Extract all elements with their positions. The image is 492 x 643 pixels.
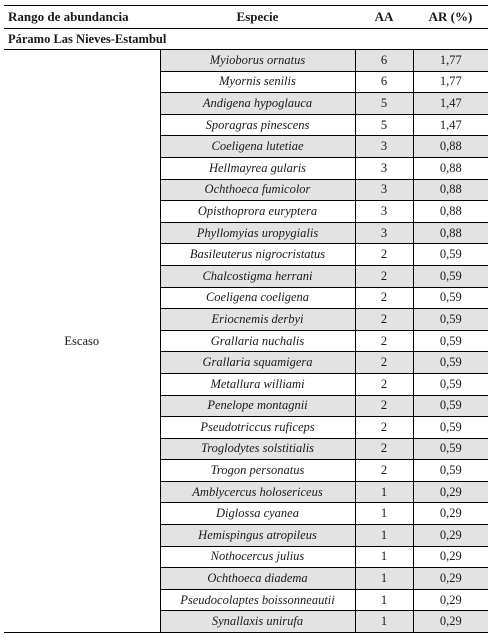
header-aa: AA (355, 6, 413, 29)
aa-cell: 2 (355, 460, 413, 482)
aa-cell: 2 (355, 265, 413, 287)
species-cell: Coeligena lutetiae (160, 136, 355, 158)
species-cell: Penelope montagnii (160, 395, 355, 417)
species-cell: Diglossa cyanea (160, 503, 355, 525)
ar-cell: 0,59 (413, 287, 488, 309)
species-cell: Grallaria squamigera (160, 352, 355, 374)
ar-cell: 0,59 (413, 244, 488, 266)
ar-cell: 0,59 (413, 309, 488, 331)
ar-cell: 0,29 (413, 546, 488, 568)
ar-cell: 1,77 (413, 71, 488, 93)
ar-cell: 1,77 (413, 50, 488, 72)
species-cell: Hellmayrea gularis (160, 157, 355, 179)
aa-cell: 3 (355, 136, 413, 158)
aa-cell: 1 (355, 611, 413, 633)
ar-cell: 0,88 (413, 136, 488, 158)
aa-cell: 2 (355, 417, 413, 439)
aa-cell: 3 (355, 179, 413, 201)
ar-cell: 1,47 (413, 114, 488, 136)
species-cell: Nothocercus julius (160, 546, 355, 568)
aa-cell: 6 (355, 50, 413, 72)
section-title: Páramo Las Nieves-Estambul (4, 29, 488, 50)
aa-cell: 3 (355, 222, 413, 244)
species-cell: Trogon personatus (160, 460, 355, 482)
ar-cell: 0,59 (413, 330, 488, 352)
aa-cell: 2 (355, 309, 413, 331)
species-cell: Ochthoeca diadema (160, 568, 355, 590)
section-row (4, 29, 488, 50)
ar-cell: 0,88 (413, 179, 488, 201)
ar-cell: 0,29 (413, 611, 488, 633)
aa-cell: 2 (355, 244, 413, 266)
aa-cell: 6 (355, 71, 413, 93)
species-cell: Amblycercus holosericeus (160, 481, 355, 503)
table-row (4, 50, 488, 72)
species-cell: Eriocnemis derbyi (160, 309, 355, 331)
aa-cell: 2 (355, 438, 413, 460)
species-cell: Pseudotriccus ruficeps (160, 417, 355, 439)
species-cell: Ochthoeca fumicolor (160, 179, 355, 201)
species-cell: Synallaxis unirufa (160, 611, 355, 633)
ar-cell: 0,88 (413, 157, 488, 179)
ar-cell: 0,29 (413, 525, 488, 547)
ar-cell: 0,29 (413, 568, 488, 590)
ar-cell: 0,29 (413, 503, 488, 525)
ar-cell: 0,59 (413, 352, 488, 374)
aa-cell: 1 (355, 481, 413, 503)
header-row (4, 6, 488, 29)
header-rango: Rango de abundancia (4, 6, 160, 29)
ar-cell: 0,88 (413, 201, 488, 223)
species-cell: Pseudocolaptes boissonneautii (160, 589, 355, 611)
ar-cell: 0,59 (413, 417, 488, 439)
species-cell: Andigena hypoglauca (160, 93, 355, 115)
species-cell: Basileuterus nigrocristatus (160, 244, 355, 266)
header-especie: Especie (160, 6, 355, 29)
aa-cell: 2 (355, 395, 413, 417)
aa-cell: 3 (355, 201, 413, 223)
ar-cell: 0,59 (413, 395, 488, 417)
aa-cell: 1 (355, 546, 413, 568)
species-cell: Sporagras pinescens (160, 114, 355, 136)
species-cell: Opisthoprora euryptera (160, 201, 355, 223)
aa-cell: 2 (355, 373, 413, 395)
aa-cell: 2 (355, 287, 413, 309)
species-cell: Hemispingus atropileus (160, 525, 355, 547)
ar-cell: 0,88 (413, 222, 488, 244)
ar-cell: 0,29 (413, 589, 488, 611)
species-cell: Myioborus ornatus (160, 50, 355, 72)
ar-cell: 0,59 (413, 373, 488, 395)
aa-cell: 2 (355, 330, 413, 352)
ar-cell: 1,47 (413, 93, 488, 115)
species-cell: Myornis senilis (160, 71, 355, 93)
species-cell: Grallaria nuchalis (160, 330, 355, 352)
rango-cell: Escaso (4, 50, 160, 633)
aa-cell: 1 (355, 525, 413, 547)
aa-cell: 3 (355, 157, 413, 179)
header-ar: AR (%) (413, 6, 488, 29)
aa-cell: 1 (355, 568, 413, 590)
aa-cell: 2 (355, 352, 413, 374)
species-cell: Phyllomyias uropygialis (160, 222, 355, 244)
aa-cell: 1 (355, 589, 413, 611)
ar-cell: 0,59 (413, 460, 488, 482)
aa-cell: 1 (355, 503, 413, 525)
species-cell: Troglodytes solstitialis (160, 438, 355, 460)
aa-cell: 5 (355, 114, 413, 136)
ar-cell: 0,59 (413, 438, 488, 460)
ar-cell: 0,29 (413, 481, 488, 503)
aa-cell: 5 (355, 93, 413, 115)
ar-cell: 0,59 (413, 265, 488, 287)
abundance-table (4, 5, 488, 633)
species-cell: Metallura williami (160, 373, 355, 395)
species-cell: Chalcostigma herrani (160, 265, 355, 287)
species-cell: Coeligena coeligena (160, 287, 355, 309)
